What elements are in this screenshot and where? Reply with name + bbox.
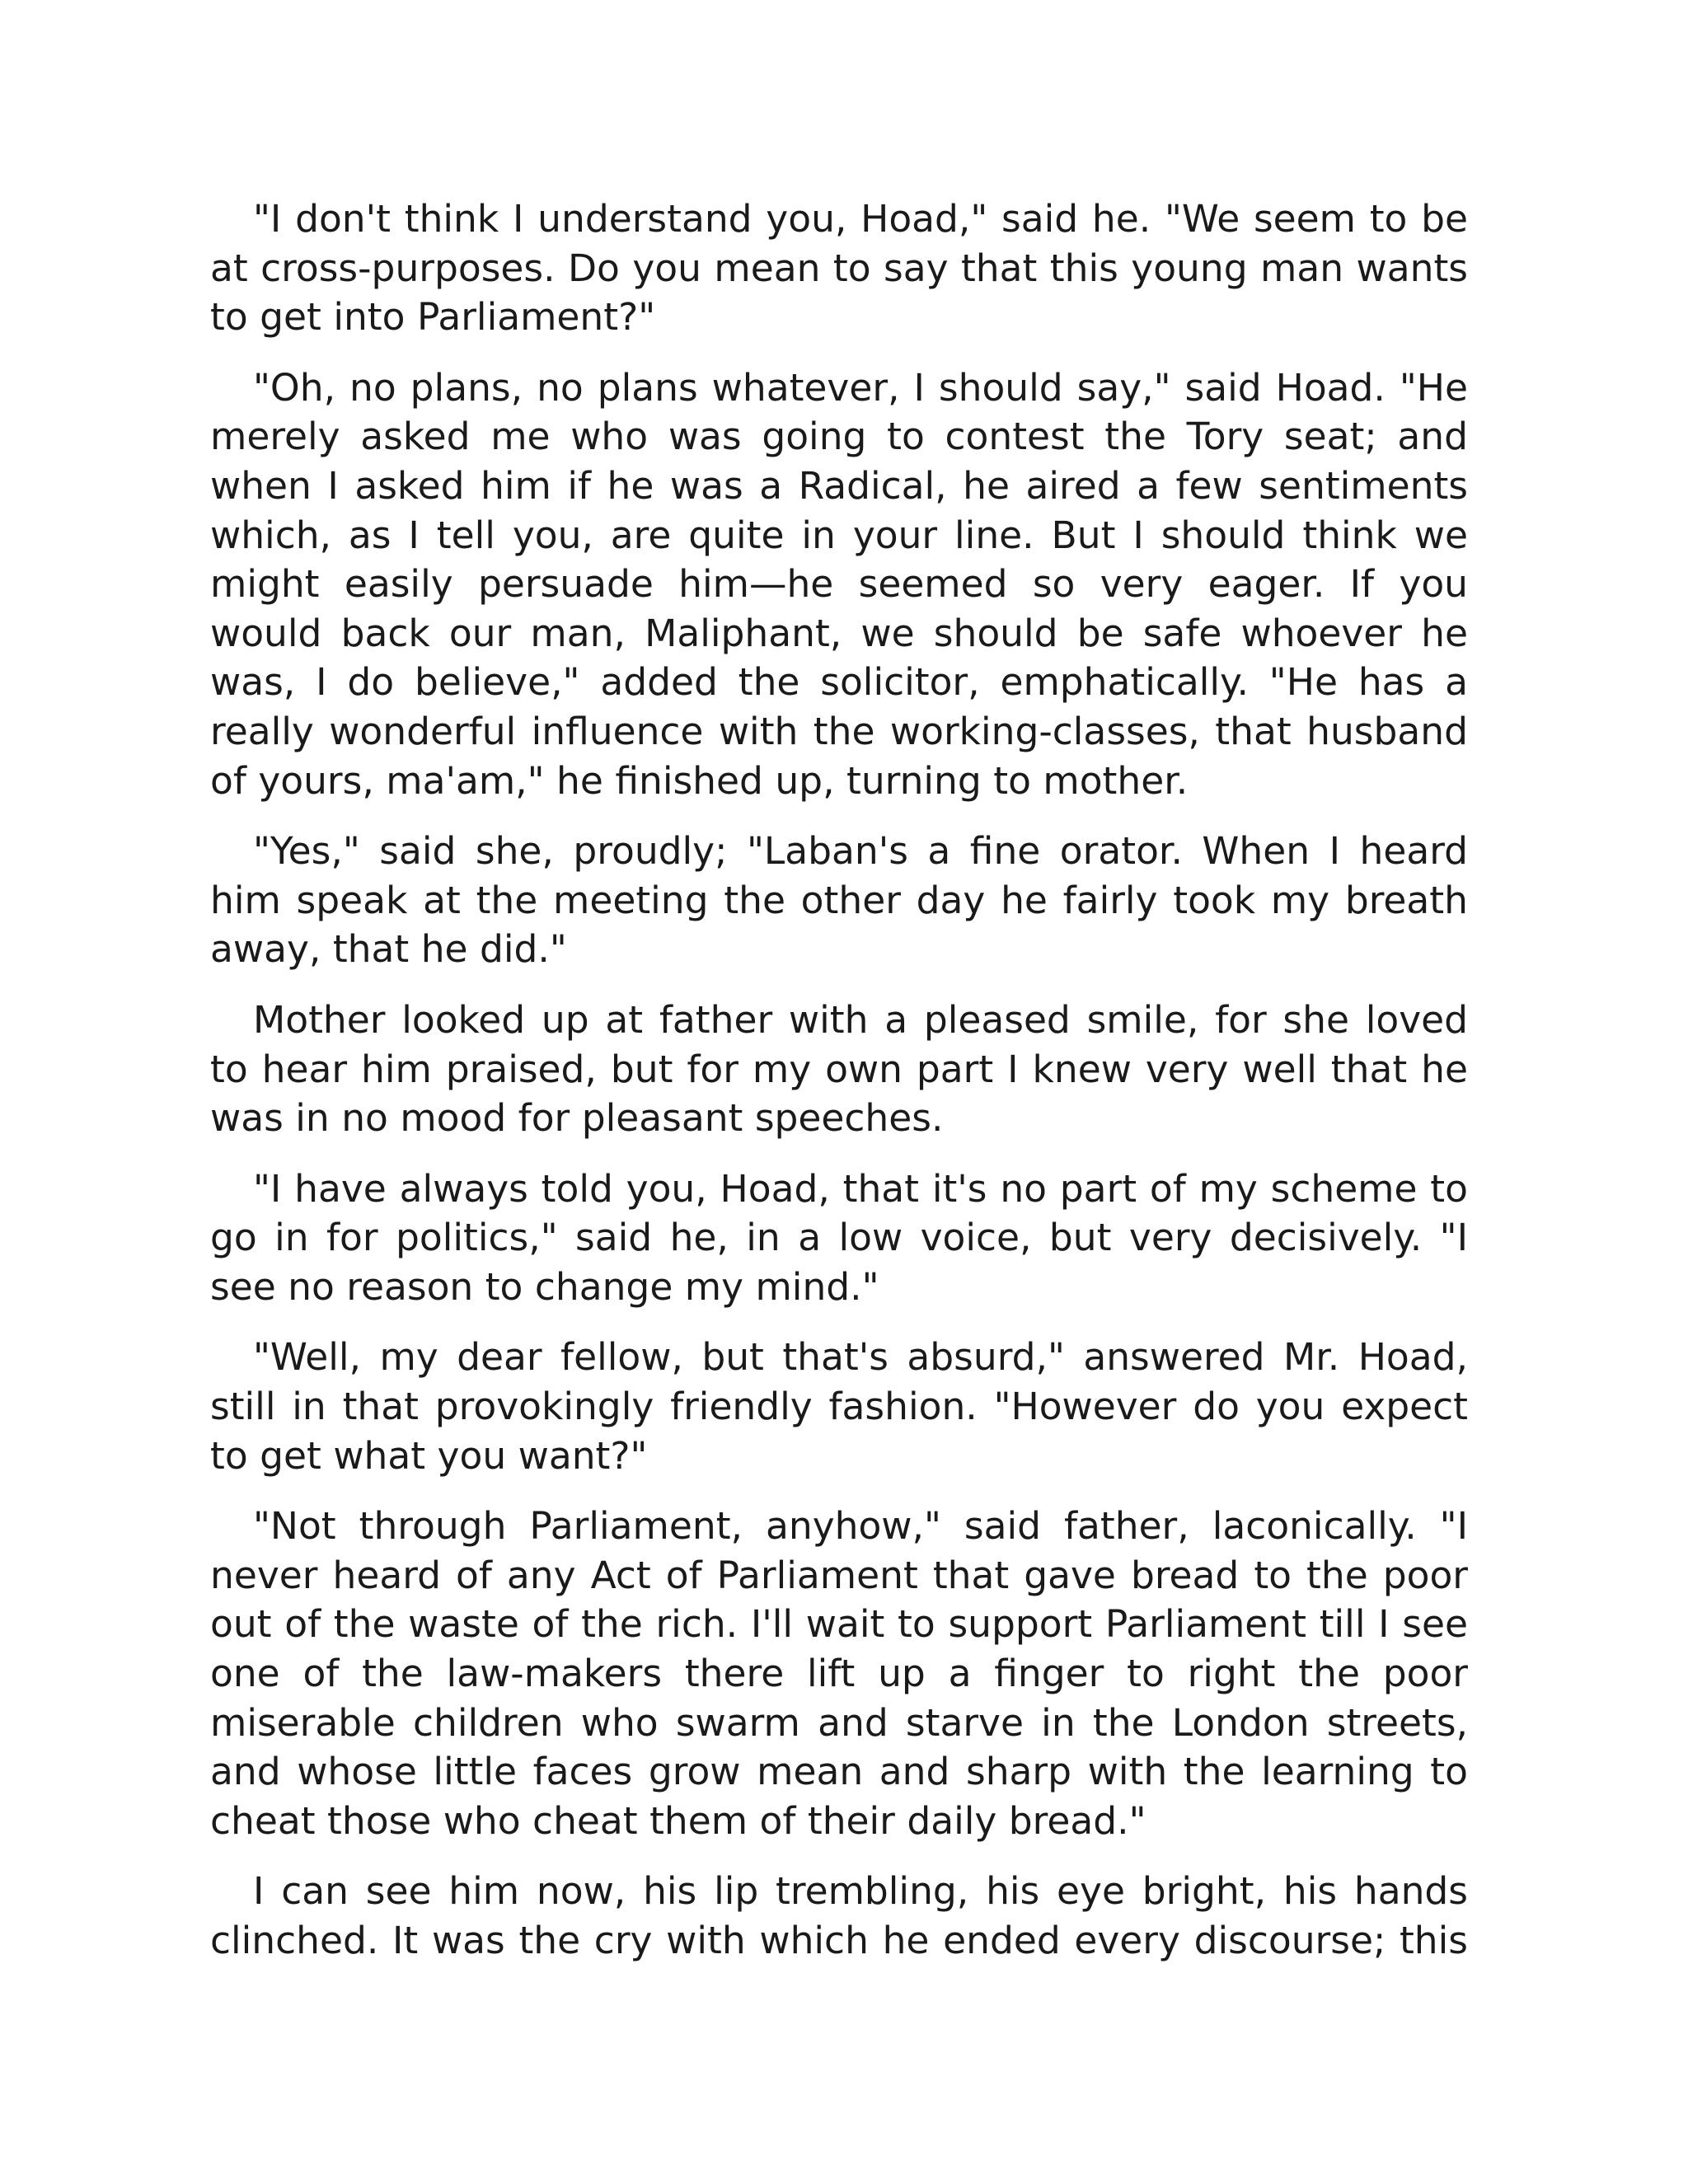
paragraph-6: "Well, my dear fellow, but that's absurd," answered Mr. Hoad, still in that provokingly friendly fashion. "However do you expect to get what you want?"	[210, 1335, 1468, 1478]
paragraph-5: "I have always told you, Hoad, that it's no part of my scheme to go in for politics," said he, in a low voice, but very decisively. "I see no reason to change my mind."	[210, 1166, 1468, 1309]
paragraph-3: "Yes," said she, proudly; "Laban's a fine orator. When I heard him speak at the meeting the other day he fairly took my breath away, that he did."	[210, 829, 1468, 972]
paragraph-8: I can see him now, his lip trembling, his eye bright, his hands clinched. It was the cry with which he ended every discourse; this	[210, 1869, 1468, 1962]
paragraph-7: "Not through Parliament, anyhow," said father, laconically. "I never heard of any Act of Parliament that gave bread to the poor out of the waste of the rich. I'll wait to support Parliament till I see one of the law-makers there lift up a finger to right the poor miserable children who swarm and starve in the London streets, and whose little faces grow mean and sharp with the learning to cheat those who cheat them of their daily bread."	[210, 1504, 1468, 1843]
paragraph-1: "I don't think I understand you, Hoad," said he. "We seem to be at cross-purposes. Do you mean to say that this young man wants to get into Parliament?"	[210, 197, 1468, 340]
paragraph-4: Mother looked up at father with a pleased smile, for she loved to hear him praised, but for my own part I knew very well that he was in no mood for pleasant speeches.	[210, 997, 1468, 1141]
book-page	[210, 194, 1468, 1987]
paragraph-2: "Oh, no plans, no plans whatever, I should say," said Hoad. "He merely asked me who was going to contest the Tory seat; and when I asked him if he was a Radical, he aired a few sentiments which, as I tell you, are quite in your line. But I should think we might easily persuade him—he seemed so very eager. If you would back our man, Maliphant, we should be safe whoever he was, I do believe," added the solicitor, emphatically. "He has a really wonderful influence with the working-classes, that husband of yours, ma'am," he finished up, turning to mother.	[210, 365, 1468, 803]
